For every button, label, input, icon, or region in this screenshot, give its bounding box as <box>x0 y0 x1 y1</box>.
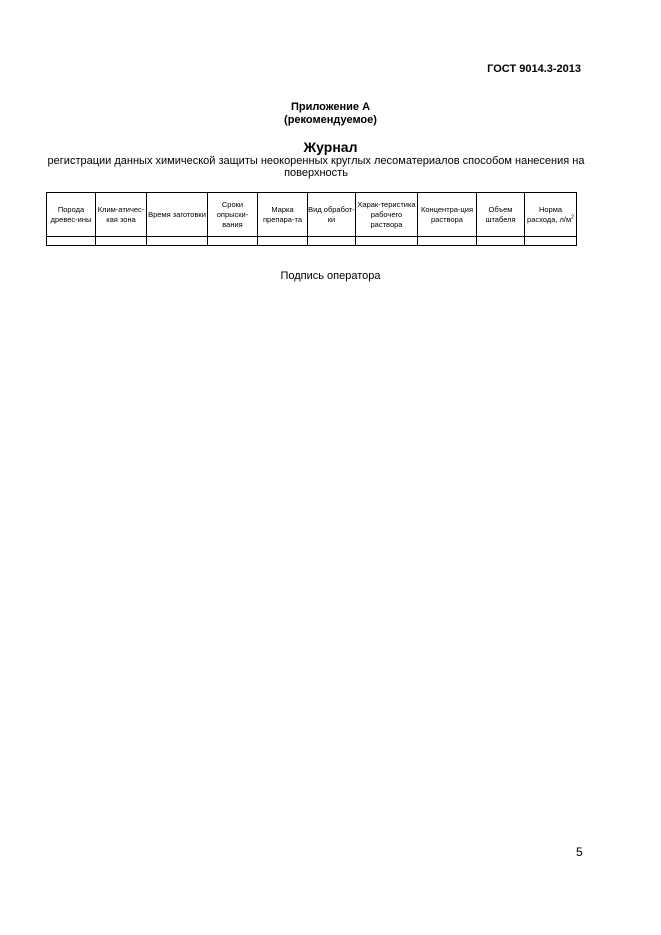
document-standard-number: ГОСТ 9014.3-2013 <box>487 63 581 75</box>
table-cell <box>308 237 356 246</box>
table-cell <box>258 237 308 246</box>
table-cell <box>356 237 418 246</box>
table-cell <box>208 237 258 246</box>
header-solution-concentration: Концентра-ция раствора <box>418 193 477 237</box>
table-cell <box>47 237 96 246</box>
journal-table <box>46 192 577 246</box>
header-consumption-rate-label: Норма расхода, л/м <box>527 204 572 224</box>
table-cell <box>477 237 525 246</box>
table-cell <box>96 237 147 246</box>
appendix-note: (рекомендуемое) <box>284 114 377 126</box>
appendix-heading <box>0 101 661 127</box>
journal-title: Журнал <box>303 139 358 155</box>
header-consumption-rate <box>525 193 577 237</box>
header-consumption-rate-superscript: 2 <box>571 214 574 220</box>
table-cell <box>418 237 477 246</box>
header-climate-zone: Клим-атичес-кая зона <box>96 193 147 237</box>
header-solution-characteristics: Харак-теристика рабочего раствора <box>356 193 418 237</box>
table-row <box>47 237 577 246</box>
table-cell <box>525 237 577 246</box>
operator-signature-label: Подпись оператора <box>280 270 381 282</box>
appendix-title: Приложение А <box>290 101 371 113</box>
journal-header-row <box>47 193 577 237</box>
header-spraying-dates: Сроки опрыски-вания <box>208 193 258 237</box>
page-number: 5 <box>576 845 583 859</box>
header-wood-species: Порода древес-ины <box>47 193 96 237</box>
header-harvest-time: Время заготовки <box>147 193 208 237</box>
header-treatment-type: Вид обработ-ки <box>308 193 356 237</box>
header-stack-volume: Объем штабеля <box>477 193 525 237</box>
table-cell <box>147 237 208 246</box>
journal-subtitle: регистрации данных химической защиты неокоренных круглых лесоматериалов способом нанесения на поверхность <box>47 155 585 179</box>
header-preparation-brand: Марка препара-та <box>258 193 308 237</box>
